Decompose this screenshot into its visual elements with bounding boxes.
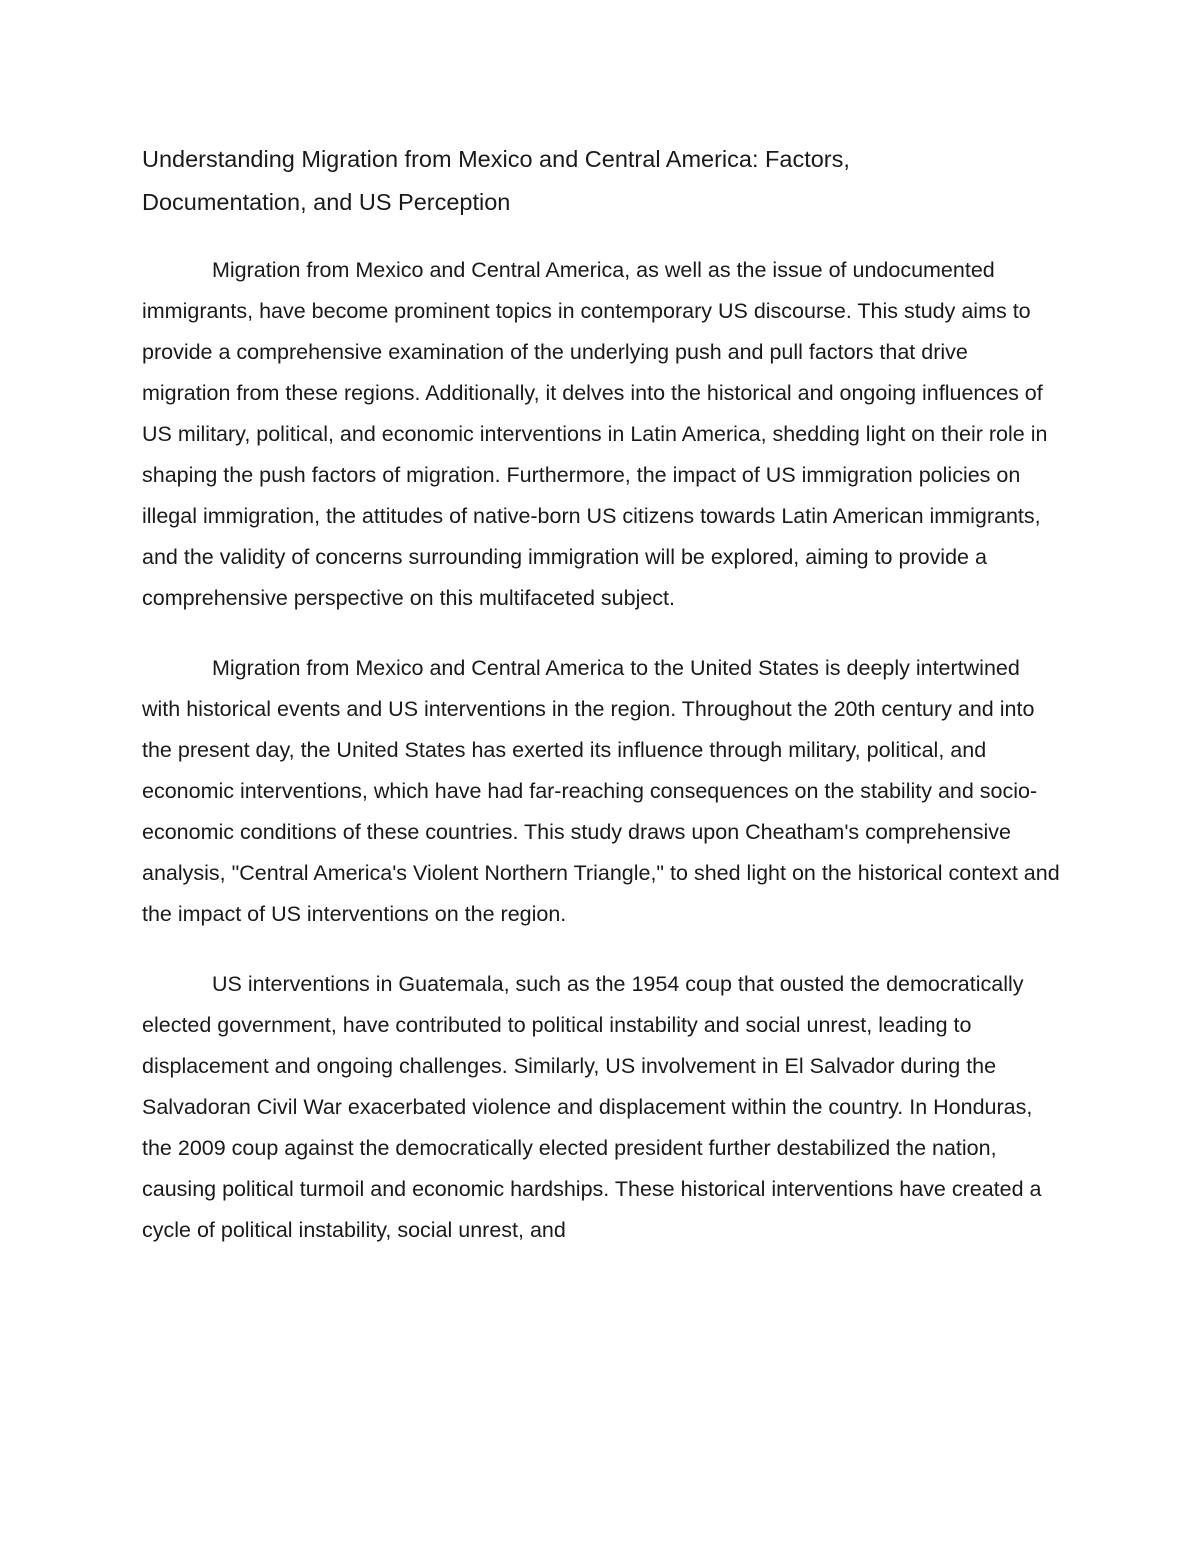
document-title: Understanding Migration from Mexico and Central America: Factors, Documentation, and US Perception [142, 146, 850, 215]
paragraph-historical-context: Migration from Mexico and Central America to the United States is deeply intertwined with historical events and US interventions in the region. Throughout the 20th century and into the present day, the United States has exerted its influence through military, political, and economic interventions, which have had far-reaching consequences on the stability and socio-economic conditions of these countries. This study draws upon Cheatham's comprehensive analysis, "Central America's Violent Northern Triangle," to shed light on the historical context and the impact of US interventions on the region. [142, 656, 1060, 926]
paragraph-intro: Migration from Mexico and Central America, as well as the issue of undocumented immigrants, have become prominent topics in contemporary US discourse. This study aims to provide a comprehensive examination of the underlying push and pull factors that drive migration from these regions. Additionally, it delves into the historical and ongoing influences of US military, political, and economic interventions in Latin America, shedding light on their role in shaping the push factors of migration. Furthermore, the impact of US immigration policies on illegal immigration, the attitudes of native-born US citizens towards Latin American immigrants, and the validity of concerns surrounding immigration will be explored, aiming to provide a comprehensive perspective on this multifaceted subject. [142, 258, 1048, 610]
paragraph-us-interventions: US interventions in Guatemala, such as the 1954 coup that ousted the democratically elected government, have contributed to political instability and social unrest, leading to displacement and ongoing challenges. Similarly, US involvement in El Salvador during the Salvadoran Civil War exacerbated violence and displacement within the country. In Honduras, the 2009 coup against the democratically elected president further destabilized the nation, causing political turmoil and economic hardships. These historical interventions have created a cycle of political instability, social unrest, and [142, 972, 1042, 1242]
